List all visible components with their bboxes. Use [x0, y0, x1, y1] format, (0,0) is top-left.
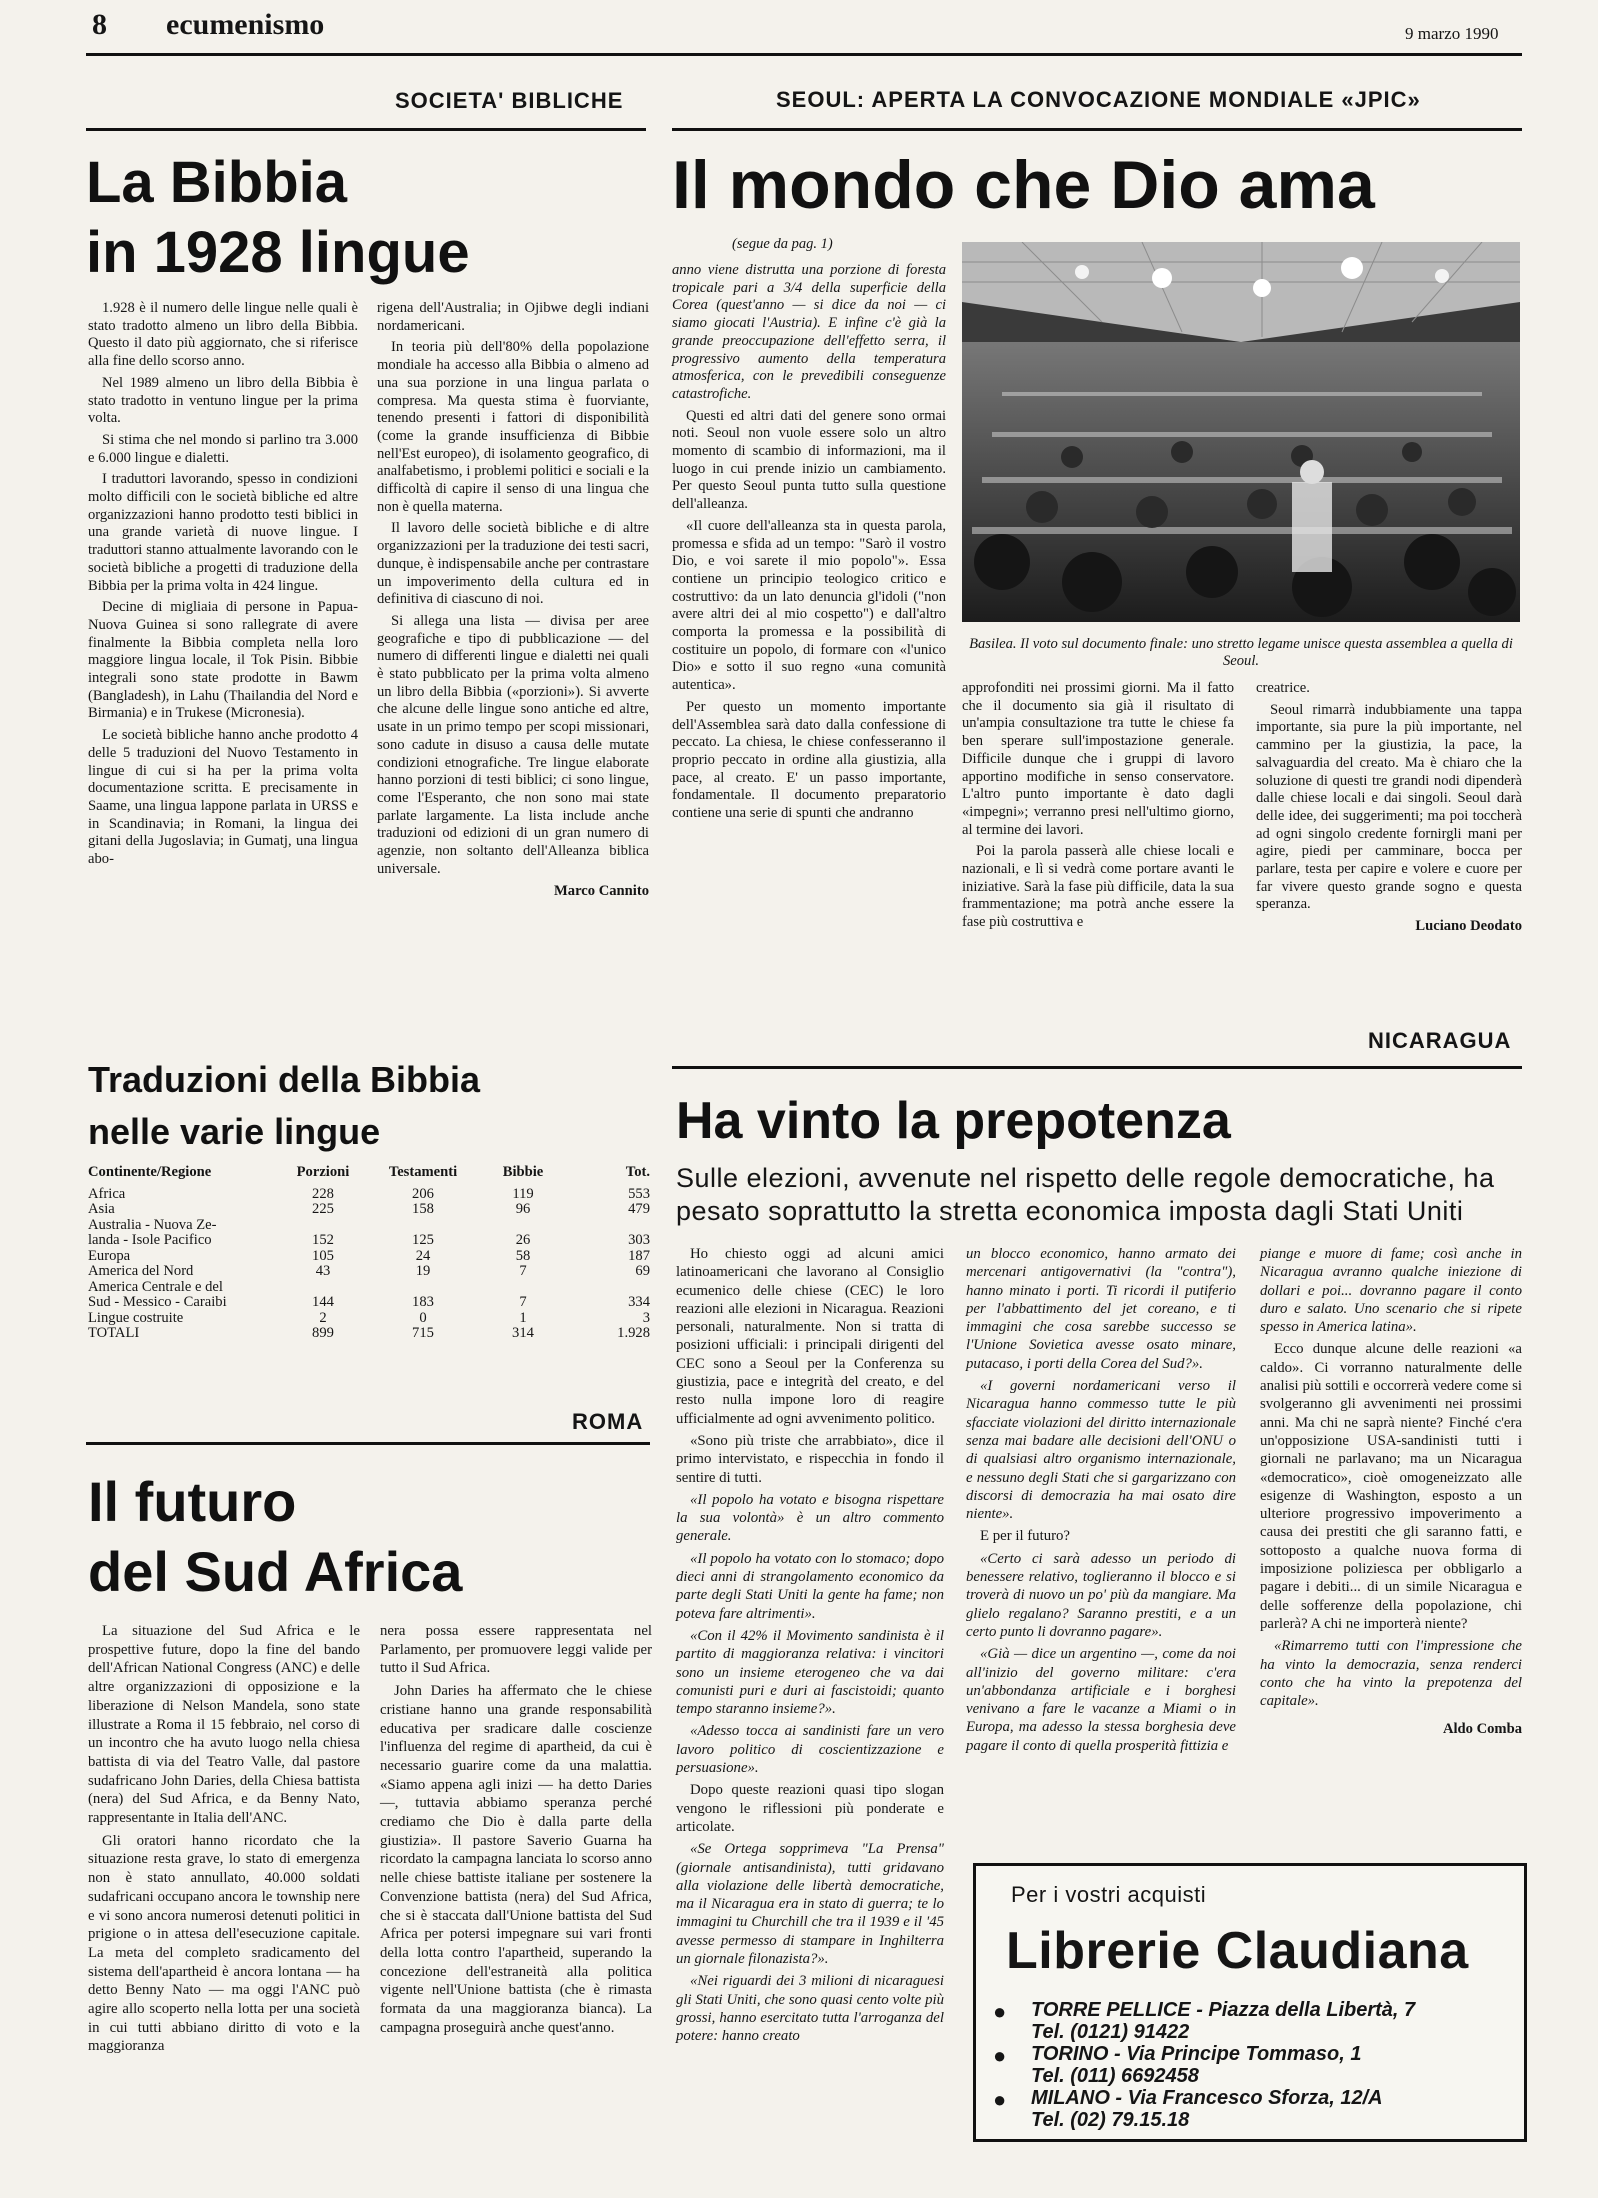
- ad-store-milano: [993, 2087, 1383, 2131]
- continuation-note: (segue da pag. 1): [732, 236, 833, 252]
- seoul-headline: Il mondo che Dio ama: [672, 147, 1375, 223]
- cell: [278, 1280, 368, 1296]
- column-header: Testamenti: [388, 1164, 458, 1180]
- cell: 96: [515, 1201, 531, 1217]
- cell: 58: [515, 1247, 531, 1264]
- cell: 899: [312, 1325, 334, 1341]
- seoul-column-2: [962, 680, 1234, 936]
- bibbia-kicker: SOCIETA' BIBLICHE: [395, 88, 624, 113]
- cell: 19: [415, 1263, 431, 1279]
- table-header-row: [88, 1165, 650, 1187]
- store-address: TORINO - Via Principe Tommaso, 1: [1031, 2043, 1362, 2065]
- cell: Asia: [88, 1201, 115, 1217]
- column-header: Porzioni: [296, 1164, 350, 1180]
- paragraph: «Il popolo ha votato con lo stomaco; dopo dieci anni di strangolamento economico da parte degli Stati Uniti la gente ha fame; non poteva fare altrimenti».: [676, 1550, 944, 1622]
- paragraph: Nel 1989 almeno un libro della Bibbia è stato tradotto in ventuno lingue per la prima volta.: [88, 374, 358, 427]
- table-row: [88, 1218, 650, 1234]
- cell: 119: [512, 1185, 534, 1202]
- table-row: [88, 1311, 650, 1327]
- cell: 7: [519, 1294, 527, 1310]
- cell: 553: [628, 1185, 650, 1202]
- cell: 7: [519, 1263, 527, 1279]
- paragraph: Seoul rimarrà indubbiamente una tappa importante, sia pure la più importante, nel cammino per la giustizia, la pace, la salvaguardia del creato. Ma è chiaro che la soluzione di questi tre grandi nodi dipenderà dalle chiese locali e dai singoli. Seoul darà delle idee, dei suggerimenti; ma poi toccherà ad ogni singolo credente fornirgli mani per agire, piedi per camminare, bocca per parlare, testa per capire e volere e cuore per far vivere questo grande sogno e questa speranza.: [1256, 701, 1522, 913]
- paragraph: «Il cuore dell'alleanza sta in questa parola, promessa e sfida ad un tempo: "Sarò il vostro Dio, e voi sarete il mio popolo"». Essa contiene un principio teologico critico e costruttivo: da un lato denuncia gl'idoli ("non avere altri dei al mio cospetto") e dall'altro comporta la promessa e la possibilità di costituire un popolo, di formare con «l'unico Dio» e sotto il suo regno «una comunità autentica».: [672, 517, 946, 694]
- paragraph: Si stima che nel mondo si parlino tra 3.000 e 6.000 lingue e dialetti.: [88, 431, 358, 466]
- paragraph: «Rimarremo tutti con l'impressione che ha vinto la democrazia, senza renderci conto che ha vinto la prepotenza del capitale».: [1260, 1638, 1522, 1710]
- cell: 125: [412, 1232, 434, 1248]
- cell: Lingue costruite: [88, 1309, 184, 1326]
- cell: 479: [628, 1201, 650, 1217]
- cell: 69: [635, 1263, 650, 1279]
- bibbia-column-1: [88, 300, 358, 873]
- cell: TOTALI: [88, 1325, 140, 1341]
- table-row: [88, 1280, 650, 1296]
- store-phone: Tel. (02) 79.15.18: [1031, 2109, 1190, 2131]
- bibbia-headline-line2: in 1928 lingue: [86, 220, 470, 285]
- ad-intro: Per i vostri acquisti: [1011, 1882, 1207, 1907]
- seoul-kicker: SEOUL: APERTA LA CONVOCAZIONE MONDIALE «JPIC»: [776, 87, 1421, 112]
- nicaragua-column-3: [1260, 1245, 1522, 1743]
- paragraph: Dopo queste reazioni quasi tipo slogan vengono le riflessioni più ponderate e articolate.: [676, 1782, 944, 1835]
- sudafrica-kicker-rule: [86, 1442, 650, 1445]
- cell: [568, 1218, 650, 1234]
- cell: 158: [412, 1201, 434, 1217]
- table-row: [88, 1233, 650, 1249]
- cell: Sud - Messico - Caraibi: [88, 1294, 227, 1310]
- cell: 3: [642, 1309, 650, 1326]
- cell: 1.928: [617, 1325, 650, 1341]
- paragraph: «Con il 42% il Movimento sandinista è il partito di maggioranza relativa: i vincitori sono un insieme eterogeneo che va dai comunisti puri e duri ai fascistoidi; quanto tempo staranno insieme?».: [676, 1627, 944, 1718]
- issue-date: 9 marzo 1990: [1405, 24, 1499, 43]
- cell: 144: [312, 1294, 334, 1310]
- paragraph: John Daries ha affermato che le chiese cristiane hanno una grande responsabilità educativa per sradicare dalle coscienze l'influenza del regime di apartheid, da cui è necessario guarire come da una malattia. «Siamo appena agli inizi — ha detto Daries —, tuttavia abbiamo speranza perché crediamo che Dio è dalla parte della giustizia». Il pastore Saverio Guarna ha ricordato la campagna lanciata lo scorso anno nelle chiese battiste italiane per sostenere la Convenzione battista (nera) del Sud Africa, che si è staccata dall'Unione battista del Sud Africa per potersi impegnare sui vari fronti della lotta contro l'apartheid, superando la concezione dell'estraneità alla politica vigente nell'Unione battista (che è rimasta formata da una maggioranza bianca). La campagna proseguirà anche quest'anno.: [380, 1683, 652, 2036]
- paragraph: «Già — dice un argentino —, come da noi all'inizio del governo militare: c'era un'abbondanza artificiale e i borghesi venivano a fare le vacanze a Miami o in Europa, ma adesso la stessa borghesia deve pagare il conto di quella prosperità fittizia e: [966, 1646, 1236, 1754]
- assembly-photo: [962, 242, 1520, 622]
- table-row: [88, 1295, 650, 1311]
- cell: 2: [319, 1309, 327, 1326]
- cell: 334: [628, 1294, 650, 1310]
- photo-caption: Basilea. Il voto sul documento finale: uno stretto legame unisce questa assemblea a quella di Seoul.: [969, 636, 1513, 669]
- cell: Europa: [88, 1247, 131, 1264]
- paragraph: Decine di migliaia di persone in Papua-Nuova Guinea si sono rallegrate di avere finalmente la Bibbia completa nella loro maggiore lingua locale, il Tok Pisin. Bibbie integrali sono state prodotte in Bawm (Bangladesh), in Lahu (Thailandia del Nord e Birmania) e in Trukese (Micronesia).: [88, 599, 358, 722]
- column-header: Tot.: [625, 1164, 650, 1180]
- nicaragua-kicker: NICARAGUA: [1368, 1028, 1512, 1053]
- nicaragua-column-1: [676, 1245, 944, 2049]
- seoul-kicker-rule: [672, 128, 1522, 131]
- cell: 187: [628, 1247, 650, 1264]
- paragraph: «Certo ci sarà adesso un periodo di benessere relativo, toglieranno il blocco e si troverà di nuovo un po' più da mangiare. Ma glielo regalano? Saranno prestiti, e a un certo punto li dovranno pagare».: [966, 1550, 1236, 1640]
- bibbia-column-2: [377, 300, 649, 904]
- cell: [478, 1280, 568, 1296]
- store-phone: Tel. (0121) 91422: [1031, 2021, 1190, 2043]
- cell: [368, 1218, 478, 1234]
- paragraph: Il lavoro delle società bibliche e di altre organizzazioni per la traduzione dei testi sacri, dunque, è indispensabile anche per contrastare un impoverimento della cultura ed in definitiva di ciascuno di noi.: [377, 520, 649, 608]
- cell: 314: [512, 1325, 534, 1341]
- nicaragua-headline: Ha vinto la prepotenza: [676, 1092, 1231, 1150]
- paragraph: E per il futuro?: [980, 1528, 1070, 1545]
- table-row: [88, 1202, 650, 1218]
- cell: 1: [519, 1309, 527, 1326]
- bullet-icon: ●: [993, 2087, 1007, 2112]
- cell: 43: [315, 1263, 331, 1279]
- ad-brand: Librerie Claudiana: [1006, 1922, 1469, 1980]
- sudafrica-column-1: [88, 1622, 360, 2060]
- cell: 152: [312, 1232, 334, 1248]
- bullet-icon: ●: [993, 2043, 1007, 2068]
- store-address: MILANO - Via Francesco Sforza, 12/A: [1031, 2087, 1383, 2109]
- column-header: Bibbie: [502, 1164, 544, 1180]
- paragraph: Le società bibliche hanno anche prodotto 4 delle 5 traduzioni del Nuovo Testamento in lingue di cui si ha per la prima volta documentazione scritta. E precisamente in Saame, una lingua lappone parlata in URSS e in Scandinavia; in Romani, la lingua dei gitani della Jugoslavia; in Gumatj, una lingua abo-: [88, 727, 358, 868]
- cell: 26: [515, 1232, 531, 1248]
- cell: 24: [415, 1247, 431, 1264]
- traduzioni-headline-line2: nelle varie lingue: [88, 1111, 381, 1152]
- cell: [568, 1280, 650, 1296]
- paragraph: 1.928 è il numero delle lingue nelle quali è stato tradotto almeno un libro della Bibbia. Questo il dato più aggiornato, che si riferisce alla fine dello scorso anno.: [88, 300, 358, 370]
- cell: 715: [412, 1325, 434, 1341]
- nicaragua-deck: Sulle elezioni, avvenute nel rispetto delle regole democratiche, ha pesato soprattutto la stretta economica imposta dagli Stati Uniti: [676, 1163, 1495, 1226]
- claudiana-advertisement: [973, 1863, 1527, 2142]
- paragraph: Per questo un momento importante dell'Assemblea sarà dato dalla confessione di peccato. La chiesa, le chiese confesseranno il proprio peccato in ordine alla giustizia, alla pace, al creato. E' un passo importante, fondamentale. Il documento preparatorio contiene una serie di spunti che andranno: [672, 698, 946, 822]
- paragraph: In teoria più dell'80% della popolazione mondiale ha accesso alla Bibbia o almeno ad una sua porzione in una lingua parlata o compresa. Ma questa stima è fuorviante, tenendo presenti i fattori di disponibilità (come la grande insufficienza di Bibbie nell'Est europeo), di isolamento geografico, di analfabetismo, i problemi politici e sociali e la difficoltà di capire il senso di una lingua che non è quella materna.: [377, 339, 649, 515]
- cell: America Centrale e del: [88, 1278, 223, 1295]
- cell: 225: [312, 1201, 334, 1217]
- author-signature: Marco Cannito: [554, 882, 649, 899]
- sudafrica-column-2: [380, 1622, 652, 2041]
- paragraph: approfonditi nei prossimi giorni. Ma il fatto che il documento sia già il risultato di un'ampia consultazione tra tutte le chiese fa ben sperare sull'impostazione generale. Difficile dunque che i gruppi di lavoro apportino modifiche in senso conservatore. L'altro punto importante è dato dagli «impegni»; verranno presi nell'ultimo giorno, al termine dei lavori.: [962, 680, 1234, 838]
- bibbia-headline: [86, 148, 470, 288]
- paragraph: rigena dell'Australia; in Ojibwe degli indiani nordamericani.: [377, 300, 649, 334]
- paragraph: anno viene distrutta una porzione di foresta tropicale pari a 3/4 della superficie della Corea (quest'anno — si dice da noi — ci siamo giocati l'Austria). E infine c'è già la grande preoccupazione dell'effetto serra, il progressivo aumento della temperatura atmosferica, con le prevedibili conseguenze catastrofiche.: [672, 262, 946, 402]
- cell: 303: [628, 1232, 650, 1248]
- cell: 105: [312, 1247, 334, 1264]
- section-name: ecumenismo: [166, 8, 325, 41]
- sudafrica-headline-line2: del Sud Africa: [88, 1540, 463, 1603]
- sudafrica-kicker: ROMA: [572, 1409, 644, 1434]
- bullet-icon: ●: [993, 1999, 1007, 2024]
- paragraph: «Se Ortega sopprimeva "La Prensa" (giornale antisandinista), tutti gridavano alla violazione delle libertà democratiche, ma il Nicaragua era in stato di guerra; te lo immagini tu Churchill che tra il 1939 e il '45 avesse permesso di stampare in Inghilterra un giornale filonazista?».: [676, 1841, 944, 1967]
- cell: America del Nord: [88, 1263, 194, 1279]
- paragraph: «Adesso tocca ai sandinisti fare un vero lavoro politico di coscientizzazione e persuasione».: [676, 1723, 944, 1777]
- paragraph: nera possa essere rappresentata nel Parlamento, per promuovere leggi valide per tutto il Sud Africa.: [380, 1623, 652, 1677]
- table-row: [88, 1326, 650, 1342]
- cell: 183: [412, 1294, 434, 1310]
- traduzioni-headline: [88, 1054, 480, 1158]
- sudafrica-headline-line1: Il futuro: [88, 1470, 297, 1533]
- paragraph: Poi la parola passerà alle chiese locali e nazionali, e lì si vedrà come portare avanti le iniziative. Sarà la fase più difficile, data la sua frammentazione; ma potrà anche essere la fase più costruttiva e: [962, 843, 1234, 931]
- cell: [368, 1280, 478, 1296]
- translations-table: [88, 1165, 650, 1342]
- seoul-column-3: [1256, 680, 1522, 940]
- paragraph: piange e muore di fame; così anche in Nicaragua avranno qualche iniezione di dollari e poi... dovranno pagare il conto duro e salato. Uno scenario che si ripete spesso in America latina».: [1260, 1246, 1522, 1336]
- paragraph: Si allega una lista — divisa per aree geografiche e tipo di pubblicazione — del numero di differenti lingue e dialetti nei quali è stato pubblicato per la prima volta almeno un libro della Bibbia («porzioni»). Si avverte che alcune delle lingue sono antiche ed altre, usate in un primo tempo per scopi missionari, sono cadute in disuso a causa delle mutate condizioni etnografiche. Tre lingue elaborate hanno porzioni di testi biblici; ci sono lingue, come l'Esperanto, che non sono mai state parlate largamente. La lista include anche traduzioni od edizioni di un gran numero di agenzie, non soltanto dell'Alleanza biblica universale.: [377, 612, 649, 877]
- table-row: [88, 1264, 650, 1280]
- assembly-photo-illustration: [962, 242, 1520, 622]
- paragraph: Gli oratori hanno ricordato che la situazione resta grave, lo stato di emergenza non è stato annullato, 40.000 soldati sudafricani occupano ancora le township nere e vi sono ancora numerosi detenuti politici in prigione o in attesa dell'esecuzione capitale. La meta del completo sradicamento del sistema dell'apartheid è ancora lontana — ha detto Benny Nato — ma oggi l'ANC può agire allo scoperto nella lotta per una società in cui tutti abbiano diritto di voto e la maggioranza: [88, 1832, 360, 2055]
- paragraph: creatrice.: [1256, 680, 1310, 696]
- paragraph: La situazione del Sud Africa e le prospettive future, dopo la fine del bando dell'African National Congress (ANC) e delle altre organizzazioni di opposizione e la liberazione di Nelson Mandela, sono state illustrate a Roma il 15 febbraio, nel corso di un incontro che ha avuto luogo nella chiesa battista di via del Teatro Valle, dal pastore sudafricano John Daries, della Chiesa battista (nera) del Sud Africa, e da Benny Nato, rappresentante in Italia dell'ANC.: [88, 1623, 360, 1827]
- traduzioni-headline-line1: Traduzioni della Bibbia: [88, 1059, 481, 1100]
- cell: 0: [419, 1309, 427, 1326]
- paragraph: Questi ed altri dati del genere sono ormai noti. Seoul non vuole essere solo un altro momento di scambio di informazioni, ma il luogo in cui prende inizio un cambiamento. Per questo Seoul punta tutto sulla questione dell'alleanza.: [672, 407, 946, 513]
- nicaragua-column-2: [966, 1245, 1236, 1759]
- paragraph: «I governi nordamericani verso il Nicaragua hanno commesso tutte le più sfacciate violazioni del diritto internazionale senza mai badare alle decisioni dell'ONU o di qualsiasi altro organismo internazionale, e nessuno degli Stati che si gargarizzano con discorsi di democrazia ha mai osato dire niente».: [966, 1378, 1236, 1523]
- paragraph: I traduttori lavorando, spesso in condizioni molto difficili con le società bibliche ed altre organizzazioni hanno prodotto testi biblici in una grande varietà di nuove lingue. I traduttori stanno attualmente lavorando con le società bibliche a progetti di traduzione della Bibbia per la prima volta in 424 lingue.: [88, 471, 358, 594]
- bibbia-headline-line1: La Bibbia: [86, 150, 348, 215]
- table-row: [88, 1187, 650, 1203]
- paragraph: «Il popolo ha votato e bisogna rispettare la sua volontà» è un altro commento generale.: [676, 1491, 944, 1545]
- ad-store-torino: [993, 2043, 1362, 2087]
- nicaragua-kicker-rule: [672, 1066, 1522, 1069]
- paragraph: Ecco dunque alcune delle reazioni «a caldo». Ci vorranno naturalmente delle analisi più sottili e occorrerà vedere come si svolgeranno gli avvenimenti nei prossimi anni. Ma chi ne saprà niente? Finché c'era un'opposizione USA-sandinisti tutti i giornali ne parlavano; ma un Nicaragua «democratico», cioè omogeneizzato alle esigenze di Washington, esposto a un ulteriore progressivo impoverimento a causa dei prestiti che gli saranno fatti, e sottoposto a qualche nuova forma di imposizione poliziesca per obbligarlo a pagare i debiti... di un simile Nicaragua e delle sofferenze della popolazione, chi parlerà? A chi ne importerà niente?: [1260, 1341, 1522, 1632]
- paragraph: «Nei riguardi dei 3 milioni di nicaraguesi gli Stati Uniti, che sono quasi cento volte più grossi, hanno esercitato tutta l'arroganza del potere: hanno creato: [676, 1973, 944, 2045]
- cell: [278, 1218, 368, 1234]
- table-row: [88, 1249, 650, 1265]
- author-signature: Aldo Comba: [1442, 1721, 1522, 1738]
- paragraph: «Sono più triste che arrabbiato», dice il primo intervistato, e rispecchia in fondo il sentire di tutti.: [676, 1432, 944, 1486]
- cell: Africa: [88, 1185, 126, 1202]
- column-header: Continente/Regione: [88, 1164, 212, 1180]
- author-signature: Luciano Deodato: [1415, 918, 1522, 935]
- seoul-column-1: [672, 262, 946, 827]
- ad-store-torre-pellice: [993, 1999, 1416, 2043]
- sudafrica-headline: [88, 1467, 462, 1607]
- cell: 228: [312, 1185, 334, 1202]
- masthead-rule: [86, 53, 1522, 56]
- cell: 206: [412, 1185, 434, 1202]
- cell: Australia - Nuova Ze-: [88, 1216, 217, 1233]
- store-phone: Tel. (011) 6692458: [1031, 2065, 1199, 2087]
- store-address: TORRE PELLICE - Piazza della Libertà, 7: [1031, 1999, 1416, 2021]
- cell: [478, 1218, 568, 1234]
- page-number: 8: [92, 8, 107, 41]
- bibbia-kicker-rule: [86, 128, 646, 131]
- cell: landa - Isole Pacifico: [88, 1232, 212, 1248]
- paragraph: Ho chiesto oggi ad alcuni amici latinoamericani che lavorano al Consiglio ecumenico delle chiese (CEC) le loro reazioni alle elezioni in Nicaragua. Reazioni personali, naturalmente. Non si tratta di posizioni ufficiali: i principali dirigenti del CEC sono a Seoul per la Conferenza su giustizia, pace e integrità del creato, e del resto nulla impone loro di reagire ufficialmente ad ogni avvenimento politico.: [676, 1246, 944, 1427]
- paragraph: un blocco economico, hanno armato dei mercenari antigovernativi (la "contra"), hanno minato i porti. Ti ricordi il putiferio per l'abbattimento del jet coreano, e ti immagini che cosa sarebbe successo se l'Unione Sovietica avesse osato minare, putacaso, i porti della Corea del Sud?».: [966, 1246, 1236, 1372]
